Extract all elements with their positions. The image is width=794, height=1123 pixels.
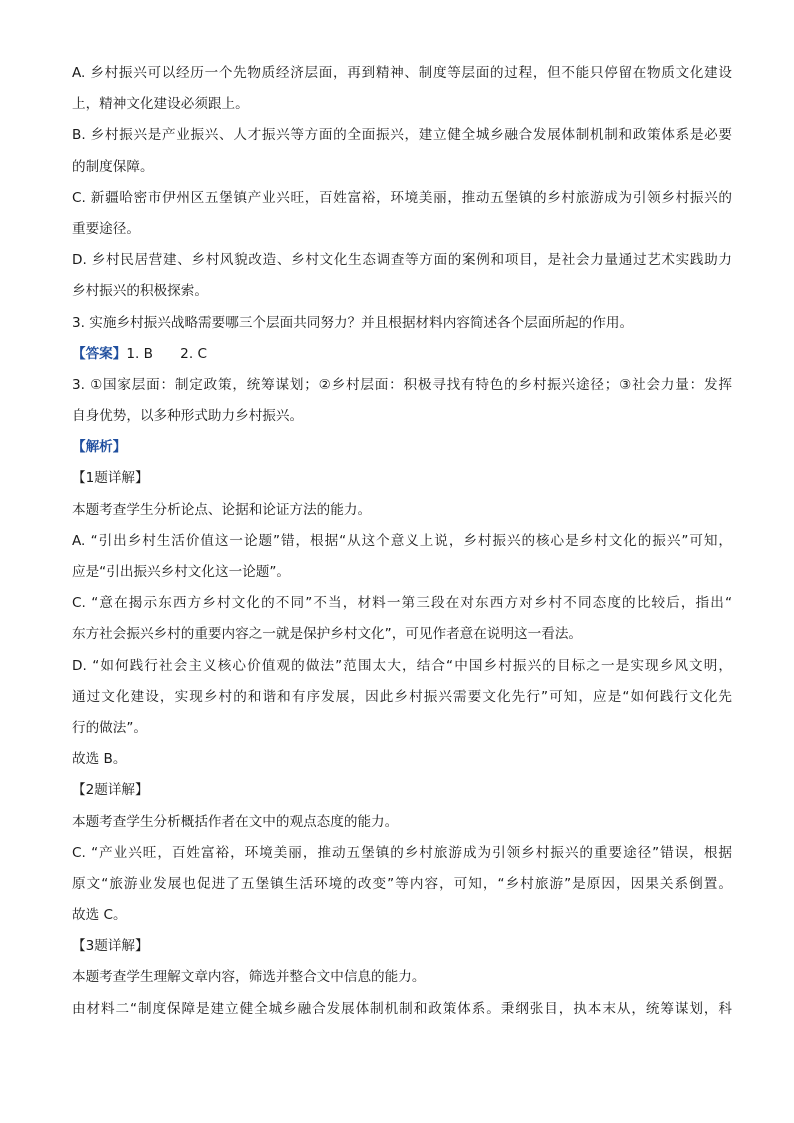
text-line: [72, 869, 732, 900]
line-text: D. 乡村民居营建、乡村风貌改造、乡村文化生态调查等方面的案例和项目，是社会力量通过艺术实践助力: [72, 252, 732, 269]
section-tag: 【答案】: [72, 345, 127, 362]
text-line: [72, 401, 732, 432]
text-line: [72, 651, 732, 682]
text-line: [72, 432, 732, 463]
line-text: 的制度保障。: [72, 158, 154, 175]
line-text: C. “产业兴旺，百姓富裕，环境美丽，推动五堡镇的乡村旅游成为引领乡村振兴的重要途径”错误，根据: [72, 844, 732, 861]
line-text: 原文“旅游业发展也促进了五堡镇生活环境的改变”等内容，可知，“乡村旅游”是原因，因果关系倒置。: [72, 875, 732, 892]
text-line: [72, 339, 732, 370]
text-line: [72, 619, 732, 650]
line-text: 由材料二“制度保障是建立健全城乡融合发展体制机制和政策体系。秉纲张目，执本末从，统筹谋划，科: [72, 1000, 732, 1017]
line-text: C. “意在揭示东西方乡村文化的不同”不当，材料一第三段在对东西方对乡村不同态度的比较后，指出“: [72, 595, 732, 612]
text-line: [72, 214, 732, 245]
line-text: 【1题详解】: [72, 470, 149, 487]
text-line: [72, 744, 732, 775]
section-tag: 【解析】: [72, 439, 127, 456]
text-line: [72, 682, 732, 713]
line-text: 故选 C。: [72, 907, 127, 924]
text-line: [72, 245, 732, 276]
line-text: 本题考查学生分析论点、论据和论证方法的能力。: [72, 501, 372, 518]
document-page: [72, 58, 732, 1025]
text-line: [72, 276, 732, 307]
text-line: [72, 994, 732, 1025]
text-line: [72, 152, 732, 183]
text-line: [72, 557, 732, 588]
text-line: [72, 962, 732, 993]
line-text: 乡村振兴的积极探索。: [72, 283, 208, 300]
line-text: 【3题详解】: [72, 938, 149, 955]
text-line: [72, 308, 732, 339]
text-line: [72, 931, 732, 962]
line-text: A. “引出乡村生活价值这一论题”错，根据“从这个意义上说，乡村振兴的核心是乡村文化的振兴”可知，: [72, 532, 732, 549]
line-text: 本题考查学生理解文章内容，筛选并整合文中信息的能力。: [72, 969, 426, 986]
text-line: [72, 900, 732, 931]
text-line: [72, 775, 732, 806]
line-text: 自身优势，以多种形式助力乡村振兴。: [72, 408, 304, 425]
text-line: [72, 89, 732, 120]
line-text: 故选 B。: [72, 751, 127, 768]
line-text: D. “如何践行社会主义核心价值观的做法”范围太大，结合“中国乡村振兴的目标之一是实现乡风文明，: [72, 657, 732, 674]
line-text: 行的做法”。: [72, 719, 148, 736]
line-text: 1. B 2. C: [126, 345, 207, 362]
line-text: 东方社会振兴乡村的重要内容之一就是保护乡村文化”，可见作者意在说明这一看法。: [72, 626, 583, 643]
text-line: [72, 588, 732, 619]
line-text: C. 新疆哈密市伊州区五堡镇产业兴旺，百姓富裕，环境美丽，推动五堡镇的乡村旅游成为引领乡村振兴的: [72, 189, 732, 206]
text-line: [72, 183, 732, 214]
line-text: 3. 实施乡村振兴战略需要哪三个层面共同努力？并且根据材料内容简述各个层面所起的作用。: [72, 314, 634, 331]
text-line: [72, 838, 732, 869]
line-text: 重要途径。: [72, 220, 140, 237]
line-text: B. 乡村振兴是产业振兴、人才振兴等方面的全面振兴，建立健全城乡融合发展体制机制和政策体系是必要: [72, 127, 732, 144]
text-line: [72, 463, 732, 494]
line-text: A. 乡村振兴可以经历一个先物质经济层面，再到精神、制度等层面的过程，但不能只停留在物质文化建设: [72, 65, 732, 81]
text-line: [72, 526, 732, 557]
line-text: 上，精神文化建设必须跟上。: [72, 96, 249, 113]
text-line: [72, 120, 732, 151]
text-line: [72, 370, 732, 401]
text-line: [72, 807, 732, 838]
line-text: 通过文化建设，实现乡村的和谐和有序发展，因此乡村振兴需要文化先行”可知，应是“如何践行文化先: [72, 688, 732, 705]
text-line: [72, 58, 732, 89]
text-line: [72, 495, 732, 526]
text-line: [72, 713, 732, 744]
line-text: 本题考查学生分析概括作者在文中的观点态度的能力。: [72, 813, 399, 830]
line-text: 应是“引出振兴乡村文化这一论题”。: [72, 564, 290, 580]
line-text: 【2题详解】: [72, 782, 149, 799]
line-text: 3. ①国家层面：制定政策，统筹谋划；②乡村层面：积极寻找有特色的乡村振兴途径；③社会力量：发挥: [72, 376, 732, 393]
